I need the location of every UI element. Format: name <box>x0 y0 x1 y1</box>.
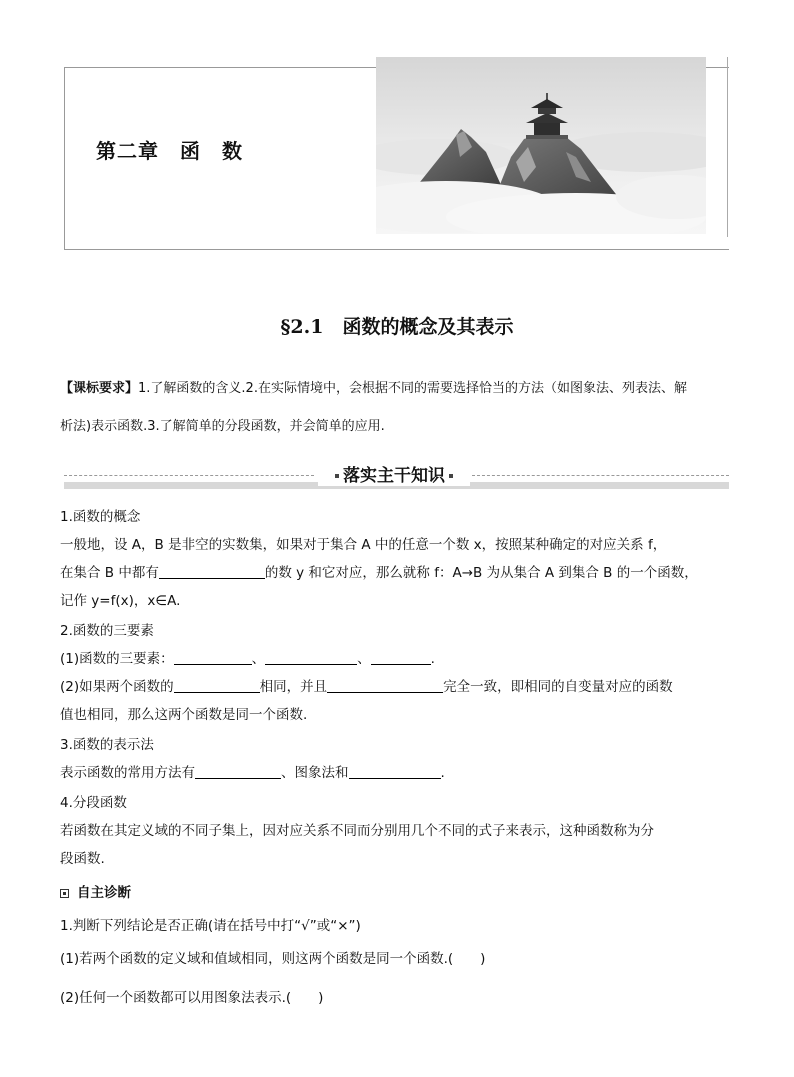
piecewise-line-2: 段函数. <box>60 851 105 867</box>
separator: 、 <box>251 651 266 667</box>
diagnosis-heading <box>60 883 131 903</box>
elements-line-2 <box>60 677 673 697</box>
separator: 、 <box>357 651 371 667</box>
diagnosis-question-1: 1.判断下列结论是否正确(请在括号中打“√”或“×”) <box>60 918 361 934</box>
concept-line-2 <box>60 563 698 583</box>
period: . <box>430 651 435 667</box>
fill-blank[interactable] <box>174 650 252 665</box>
requirements-line-2: 析法)表示函数.3.了解简单的分段函数，并会简单的应用. <box>60 419 385 434</box>
chapter-title: 第二章 函 数 <box>96 139 243 163</box>
knowledge-heading-text: 落实主干知识 <box>343 466 445 486</box>
representation-line-1-b: 、图象法和 <box>281 765 349 781</box>
bullet-icon <box>335 474 339 478</box>
square-bullet-icon <box>60 889 69 898</box>
requirements-line-1 <box>60 379 687 399</box>
fill-blank[interactable] <box>195 764 281 779</box>
knowledge-heading <box>318 461 470 486</box>
representation-line-1 <box>60 763 445 783</box>
diagnosis-item-2: (2)任何一个函数都可以用图象法表示.( ) <box>60 990 324 1006</box>
elements-line-1 <box>60 649 435 669</box>
concept-title: 1.函数的概念 <box>60 509 141 525</box>
fill-blank[interactable] <box>371 650 431 665</box>
representation-line-1-a: 表示函数的常用方法有 <box>60 765 195 781</box>
requirements-text-1: 1.了解函数的含义.2.在实际情境中，会根据不同的需要选择恰当的方法（如图象法、列表法、解 <box>138 381 687 396</box>
piecewise-line-1: 若函数在其定义域的不同子集上，因对应关系不同而分别用几个不同的式子来表示，这种函数称为分 <box>60 823 654 839</box>
requirements-tag: 【课标要求】 <box>60 381 139 396</box>
fill-blank[interactable] <box>349 764 441 779</box>
elements-line-2-c: 完全一致，即相同的自变量对应的函数 <box>443 679 673 695</box>
fill-blank[interactable] <box>159 564 265 579</box>
diagnosis-heading-text: 自主诊断 <box>77 885 131 901</box>
divider-rule-right <box>472 475 729 476</box>
piecewise-title: 4.分段函数 <box>60 795 127 811</box>
elements-line-2-b: 相同，并且 <box>259 679 328 695</box>
period: . <box>440 765 445 781</box>
fill-blank[interactable] <box>265 650 357 665</box>
bullet-icon <box>449 474 453 478</box>
concept-line-1: 一般地，设 A，B 是非空的实数集，如果对于集合 A 中的任意一个数 x，按照某种确定的对应关系 f， <box>60 537 667 553</box>
concept-line-2-a: 在集合 B 中都有 <box>60 565 159 581</box>
elements-line-2-a: (2)如果两个函数的 <box>60 679 174 695</box>
elements-line-3: 值也相同，那么这两个函数是同一个函数. <box>60 707 308 723</box>
concept-line-2-b: 的数 y 和它对应，那么就称 f：A→B 为从集合 A 到集合 B 的一个函数， <box>264 565 698 581</box>
representation-title: 3.函数的表示法 <box>60 737 154 753</box>
concept-line-3: 记作 y=f(x)，x∈A. <box>60 593 181 609</box>
fill-blank[interactable] <box>174 678 260 693</box>
banner-divider <box>727 57 728 237</box>
divider-rule-left <box>64 475 314 476</box>
elements-line-1-a: (1)函数的三要素： <box>60 651 174 667</box>
elements-title: 2.函数的三要素 <box>60 623 154 639</box>
section-title: §2.1 函数的概念及其表示 <box>280 316 514 338</box>
fill-blank[interactable] <box>327 678 443 693</box>
diagnosis-item-1: (1)若两个函数的定义域和值域相同，则这两个函数是同一个函数.( ) <box>60 951 486 967</box>
mountain-pavilion-image <box>376 57 706 234</box>
